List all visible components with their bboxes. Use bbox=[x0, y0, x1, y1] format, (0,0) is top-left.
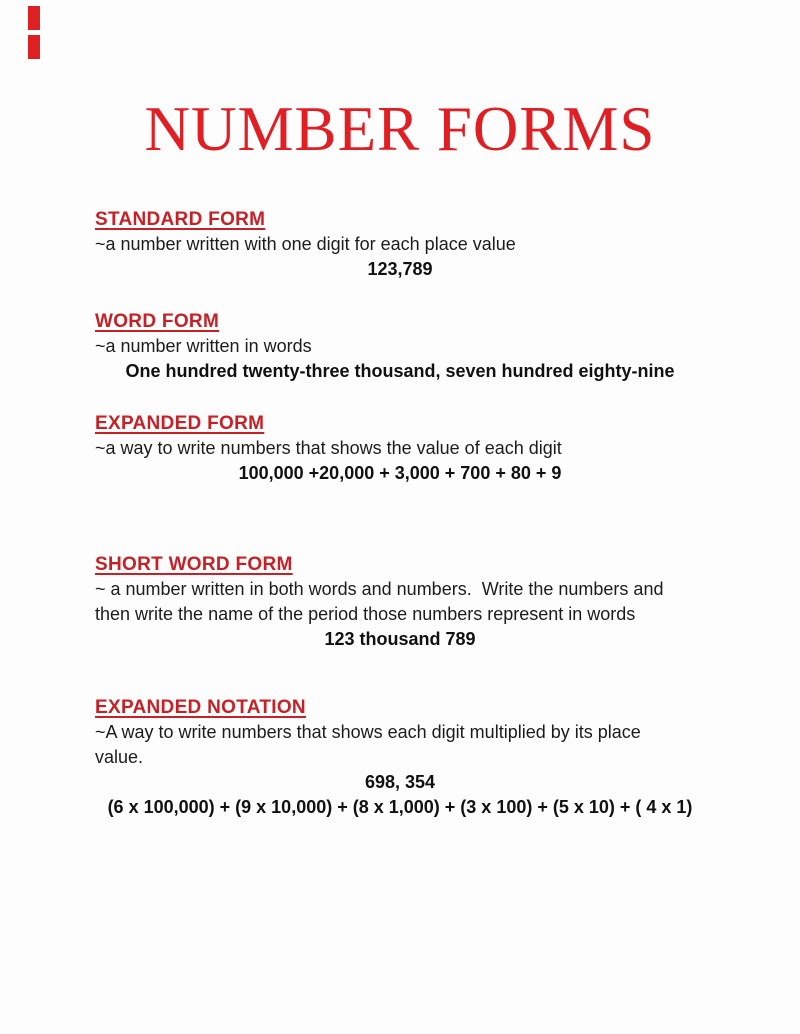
section-expanded-form bbox=[95, 411, 705, 486]
section-standard-form bbox=[95, 207, 705, 282]
description-line: ~a way to write numbers that shows the value of each digit bbox=[95, 438, 562, 458]
section-heading: SHORT WORD FORM bbox=[95, 554, 293, 575]
scan-artifact-mark-icon bbox=[28, 35, 40, 59]
example-line: 100,000 +20,000 + 3,000 + 700 + 80 + 9 bbox=[238, 463, 562, 483]
description-line: ~A way to write numbers that shows each digit multiplied by its place bbox=[95, 722, 641, 742]
section-heading: WORD FORM bbox=[95, 311, 220, 332]
description-line: value. bbox=[95, 747, 144, 767]
description-line: then write the name of the period those numbers represent in words bbox=[95, 604, 636, 624]
description-line: ~ a number written in both words and numbers. Write the numbers and bbox=[95, 579, 664, 599]
section-word-form bbox=[95, 309, 705, 384]
section-heading: EXPANDED FORM bbox=[95, 413, 265, 434]
example-line: 123,789 bbox=[367, 259, 433, 279]
example-line: (6 x 100,000) + (9 x 10,000) + (8 x 1,000) + (3 x 100) + (5 x 10) + ( 4 x 1) bbox=[107, 797, 693, 817]
section-heading: EXPANDED NOTATION bbox=[95, 697, 306, 718]
page-title: NUMBER FORMS bbox=[144, 94, 656, 164]
description-line: ~a number written with one digit for each place value bbox=[95, 234, 516, 254]
description-line: ~a number written in words bbox=[95, 336, 312, 356]
example-line: 698, 354 bbox=[364, 772, 436, 792]
example-line: 123 thousand 789 bbox=[324, 629, 476, 649]
section-heading: STANDARD FORM bbox=[95, 209, 266, 230]
section-expanded-notation bbox=[95, 695, 705, 820]
scan-artifact-mark-icon bbox=[28, 6, 40, 30]
section-short-word-form bbox=[95, 552, 705, 652]
example-line: One hundred twenty-three thousand, seven hundred eighty-nine bbox=[125, 361, 675, 381]
